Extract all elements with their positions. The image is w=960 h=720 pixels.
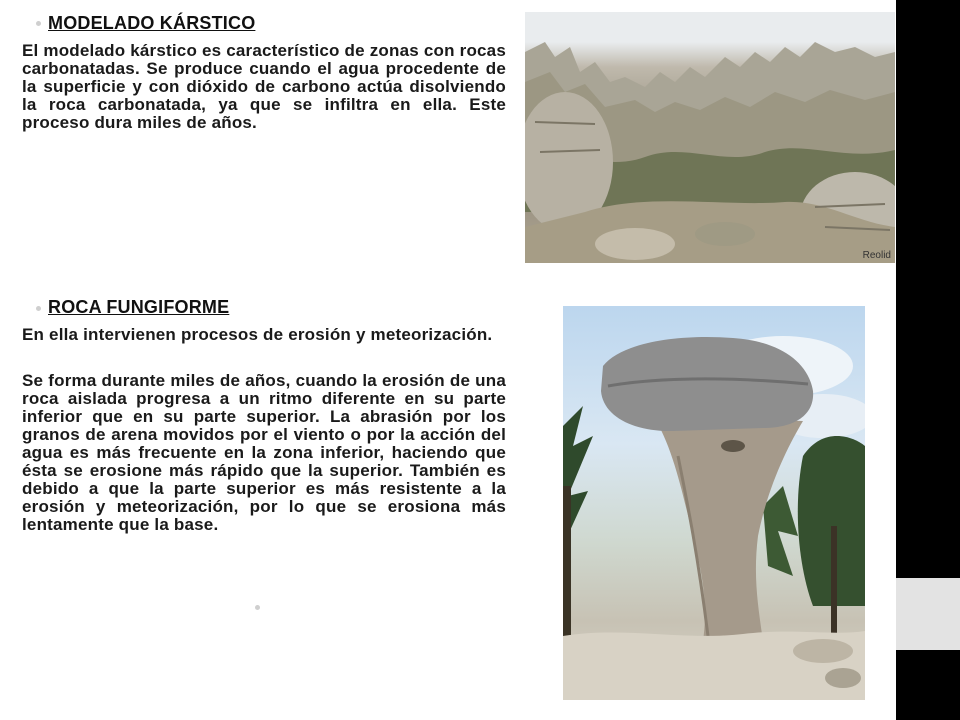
mushroom-rock-paragraph-1: En ella intervienen procesos de erosión y meteorización. [22,325,493,344]
right-edge-panel [896,578,960,650]
section-heading-karst: MODELADO KÁRSTICO [48,13,256,33]
mushroom-rock-paragraph-2: Se forma durante miles de años, cuando la erosión de una roca aislada progresa a un ritmo diferente en su parte inferior que en su parte superior. La abrasión por los granos de arena movidos por el viento o por la acción del agua es más frecuente en la zona inferior, haciendo que ésta se erosione más rápido que la superior. También es debido a que la parte superior es más resistente a la erosión y meteorización, por lo que se erosiona más lentamente que la base. [22,371,506,534]
mushroom-rock-photo [563,306,865,700]
karst-paragraph: El modelado kárstico es característico de zonas con rocas carbonatadas. Se produce cuando el agua procedente de la superficie y con dióxido de carbono actúa disolviendo la roca carbonatada, ya que se infiltra en ella. Este proceso dura miles de años. [22,41,506,132]
karst-landscape-icon [525,12,895,263]
section-heading-mushroom-rock: ROCA FUNGIFORME [48,297,230,317]
empty-bullet-icon [255,605,260,610]
bullet-icon [36,306,41,311]
karst-landscape-photo [525,12,895,263]
photo-caption: Reolid [862,250,891,261]
bullet-icon [36,21,41,26]
mushroom-rock-icon [563,306,865,700]
